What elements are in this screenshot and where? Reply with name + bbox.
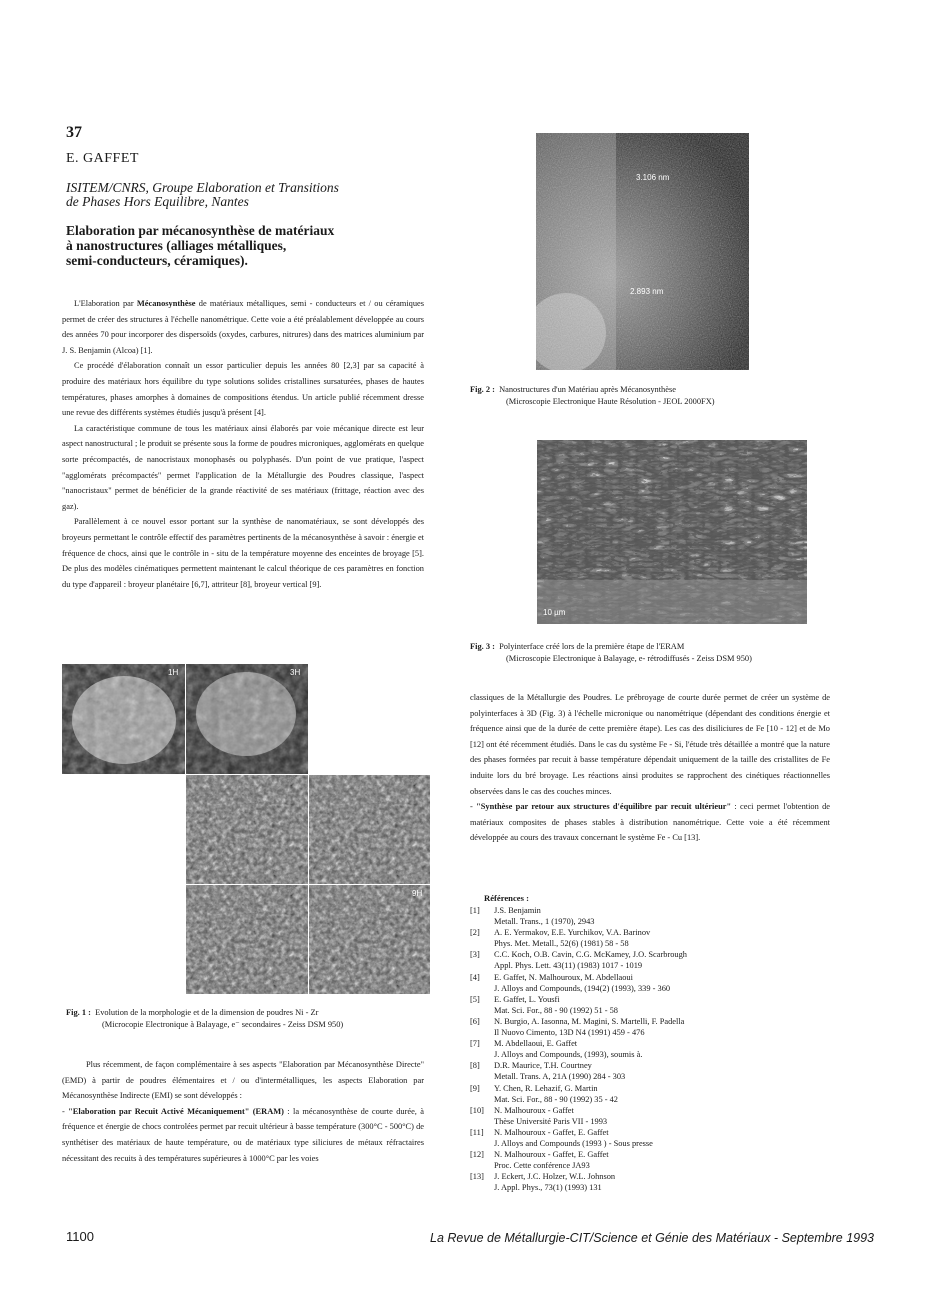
reference-line: Mat. Sci. For., 88 - 90 (1992) 51 - 58 — [494, 1005, 618, 1015]
paragraph: La caractéristique commune de tous les matériaux ainsi élaborés par voie mécanique directe est leur aspect nanostructural ; le produit se présente sous la forme de poudres microniques, agglomérats en quelque sorte précompactés, de nanocristaux monophasés ou polyphasés. D'un point de vue pratique, l'aspect "agglomérats précompactés" permet l'application de la Métallurgie des Poudres classique, l'aspect "nanocristaux" permet de bénéficier de la grande réactivité de ses matériaux (frittage, réaction avec des gaz). — [62, 423, 424, 511]
footer-page-number: 1100 — [66, 1229, 94, 1244]
fig2-label-b: 2.893 nm — [630, 287, 664, 296]
fig1-label-1h: 1H — [168, 668, 179, 677]
fig2-caption: Fig. 2 : Nanostructures d'un Matériau après Mécanosynthèse (Microscopie Electronique Haute Résolution - JEOL 2000FX) — [470, 385, 715, 406]
reference-number: [9] — [470, 1083, 480, 1093]
reference-number: [2] — [470, 928, 480, 938]
author: E. GAFFET — [66, 151, 139, 166]
body-column-left — [62, 296, 424, 592]
reference-line: Appl. Phys. Lett. 43(11) (1983) 1017 - 1019 — [494, 961, 643, 971]
article-title — [66, 223, 396, 268]
affiliation-line: ISITEM/CNRS, Groupe Elaboration et Transitions — [66, 180, 339, 195]
reference-line: Il Nuovo Cimento, 13D N4 (1991) 459 - 476 — [494, 1028, 645, 1038]
reference-body — [494, 1105, 607, 1127]
reference-body — [494, 1060, 625, 1082]
fig1-panel-1h — [62, 664, 185, 774]
reference-number: [11] — [470, 1127, 484, 1137]
reference-line: E. Gaffet, L. Yousfi — [494, 994, 560, 1004]
reference-line: D.R. Maurice, T.H. Courtney — [494, 1061, 592, 1071]
fig1-label-3h: 3H — [290, 668, 301, 677]
fig1-panel-c — [309, 775, 430, 884]
affiliation — [66, 181, 426, 209]
reference-item — [470, 1016, 840, 1038]
paragraph: classiques de la Métallurgie des Poudres. Le prébroyage de courte durée permet de créer un système de polyinterfaces à 3D (Fig. 3) à l'échelle micronique ou nanométrique (dépendant des conditions énergie et fréquence ainsi que de la durée de cette première étape). Les cas des disiliciures de Fe [10 - 12] et de Mo [12] ont été récemment étudiés. Dans le cas du système Fe - Si, l'étude très détaillée a montré que la nature des phases formées par recuit à basse température dépendait uniquement de la taille des cristallites de Fe induite lors du bré broyage. Les réactions ainsi produites se rapprochent des cinétiques réactionnelles observées dans le cas des couches minces. — [470, 693, 830, 796]
fig3-sem-image — [537, 440, 807, 624]
reference-item — [470, 1105, 840, 1127]
reference-item — [470, 972, 840, 994]
reference-body — [494, 1127, 653, 1149]
reference-line: J. Alloys and Compounds (1993 ) - Sous presse — [494, 1138, 653, 1148]
reference-number: [12] — [470, 1150, 484, 1160]
references-heading: Références : — [484, 893, 529, 903]
reference-item — [470, 1060, 840, 1082]
reference-item — [470, 1038, 840, 1060]
reference-body — [494, 994, 618, 1016]
reference-item — [470, 927, 840, 949]
fig3-sem-pattern — [537, 440, 807, 624]
fig1-panel-9h — [309, 885, 430, 994]
body-column-left-lower — [62, 1057, 424, 1166]
reference-line: J.S. Benjamin — [494, 906, 541, 915]
fig1-defs — [0, 0, 1, 1]
paragraph: Parallèlement à ce nouvel essor portant sur la synthèse de nanomatériaux, se sont développés des broyeurs permettant le contrôle effectif des paramètres pertinents de la mécanosynthèse à savoir : énergie et fréquence de chocs, ainsi que le contrôle in - situ de la température moyenne des enceintes de broyage [5]. De plus des modèles cinématiques permettent maintenant le calcul théorique de ces paramètres en fonction du type d'appareil : broyeur planétaire [6,7], attriteur [8], broyeur vertical [9]. — [62, 517, 424, 589]
reference-number: [5] — [470, 994, 480, 1004]
reference-body — [494, 905, 595, 927]
reference-line: N. Malhouroux - Gaffet, E. Gaffet — [494, 1150, 609, 1160]
reference-line: Phys. Met. Metall., 52(6) (1981) 58 - 58 — [494, 939, 629, 949]
reference-line: Thèse Université Paris VII - 1993 — [494, 1116, 608, 1126]
reference-item — [470, 905, 840, 927]
fig1-caption: Fig. 1 : Evolution de la morphologie et de la dimension de poudres Ni - Zr (Microcopie Electronique à Balayage, e⁻ secondaires - Zeiss DSM 950) — [66, 1008, 344, 1029]
reference-item — [470, 1083, 840, 1105]
fig1-tag: Fig. 1 : — [66, 1008, 91, 1017]
fig3-scale: 10 µm — [543, 608, 566, 617]
reference-line: M. Abdellaoui, E. Gaffet — [494, 1039, 578, 1049]
reference-number: [6] — [470, 1016, 480, 1026]
reference-body — [494, 1171, 615, 1193]
fig1-panel-c-texture — [309, 775, 430, 884]
reference-number: [3] — [470, 950, 480, 960]
fig1-panel-d — [186, 885, 308, 994]
fig1-panel-3h — [186, 664, 308, 774]
fig1-panel-b-texture — [186, 775, 308, 884]
reference-number: [13] — [470, 1172, 484, 1182]
paragraph: L'Elaboration par Mécanosynthèse de matériaux métalliques, semi - conducteurs et / ou céramiques permet de créer des structures à l'échelle nanométrique. Cette voie a été préalablement développée au cours des années 70 pour incorporer des dispersoïds (oxydes, carbures, nitrures) dans des matrices aluminium par J. S. Benjamin (Alcoa) [1]. — [62, 299, 425, 355]
affiliation-line: de Phases Hors Equilibre, Nantes — [66, 194, 249, 209]
reference-item — [470, 1149, 840, 1171]
fig2-tag: Fig. 2 : — [470, 385, 495, 394]
reference-line: E. Gaffet, N. Malhouroux, M. Abdellaoui — [494, 972, 633, 982]
reference-line: Proc. Cette conférence JA93 — [494, 1161, 590, 1171]
fig3-tag: Fig. 3 : — [470, 642, 495, 651]
reference-line: N. Burgio, A. Iasonna, M. Magini, S. Martelli, F. Padella — [494, 1016, 685, 1026]
footer-journal: La Revue de Métallurgie-CIT/Science et Génie des Matériaux - Septembre 1993 — [430, 1231, 874, 1245]
reference-body — [494, 1083, 618, 1105]
fig1-panel-3h-texture — [186, 664, 308, 774]
reference-body — [494, 1016, 684, 1038]
reference-line: Metall. Trans., 1 (1970), 2943 — [494, 917, 595, 927]
fig2-label-a: 3.106 nm — [636, 173, 670, 182]
references-list — [470, 905, 840, 1193]
reference-line: N. Malhouroux - Gaffet — [494, 1105, 574, 1115]
reference-number: [8] — [470, 1061, 480, 1071]
reference-line: J. Eckert, J.C. Holzer, W.L. Johnson — [494, 1172, 616, 1182]
reference-line: A. E. Yermakov, E.E. Yurchikov, V.A. Barinov — [494, 928, 651, 938]
fig1-panel-b — [186, 775, 308, 884]
reference-item — [470, 1127, 840, 1149]
title-line: à nanostructures (alliages métalliques, — [66, 238, 287, 253]
title-line: Elaboration par mécanosynthèse de matériaux — [66, 223, 335, 238]
fig1-panel-1h-texture — [62, 664, 185, 774]
title-line: semi-conducteurs, céramiques). — [66, 253, 248, 268]
fig1-panel-9h-texture — [309, 885, 430, 994]
fig2-tem-pattern — [536, 133, 749, 370]
reference-body — [494, 972, 670, 994]
reference-line: J. Appl. Phys., 73(1) (1993) 131 — [494, 1183, 602, 1193]
reference-body — [494, 1038, 642, 1060]
reference-body — [494, 949, 687, 971]
reference-body — [494, 927, 650, 949]
reference-body — [494, 1149, 609, 1171]
reference-line: J. Alloys and Compounds, (1993), soumis à. — [494, 1050, 643, 1060]
fig3-caption: Fig. 3 : Polyinterface créé lors de la première étape de l'ERAM (Microscopie Electronique à Balayage, e- rétrodiffusés - Zeiss DSM 950) — [470, 642, 752, 663]
fig1-label-9h: 9H — [412, 889, 423, 898]
fig1-panel-d-texture — [186, 885, 308, 994]
reference-line: Metall. Trans. A, 21A (1990) 284 - 303 — [494, 1072, 626, 1082]
paragraph: - "Elaboration par Recuit Activé Mécaniquement" (ERAM) : la mécanosynthèse de courte durée, à fréquence et énergie de chocs controlées permet par recuit ultérieur à basse température (300°C - 500°C) de synthétiser des matériaux de haute température, ou de matériaux type siliciures de métaux réfractaires nécessitant des recuits à des températures supérieures à 1000°C par les voies — [62, 1106, 424, 1163]
reference-line: Mat. Sci. For., 88 - 90 (1992) 35 - 42 — [494, 1094, 618, 1104]
reference-item — [470, 949, 840, 971]
paragraph: Plus récemment, de façon complémentaire à ses aspects "Elaboration par Mécanosynthèse Directe" (EMD) à partir de poudres élémentaires et / ou d'intermétalliques, les aspects Elaboration par Mécanosynthèse Indirecte (EMI) se sont développés : — [62, 1060, 424, 1101]
reference-line: Y. Chen, R. Lehazif, G. Martin — [494, 1083, 598, 1093]
reference-number: [4] — [470, 972, 480, 982]
reference-line: C.C. Koch, O.B. Cavin, C.G. McKamey, J.O. Scarbrough — [494, 950, 687, 960]
paragraph: Ce procédé d'élaboration connaît un essor particulier depuis les années 80 [2,3] par sa capacité à produire des matériaux hors équilibre du type solutions solides cristallines sursaturées, phases de hautes températures, phases amorphes à domaines de compositions étendus. Un article publié récemment dresse une revue des différents systèmes étudiés jusqu'à présent [4]. — [62, 361, 424, 418]
reference-item — [470, 994, 840, 1016]
body-column-right — [470, 690, 830, 846]
reference-number: [7] — [470, 1039, 480, 1049]
paragraph: - "Synthèse par retour aux structures d'équilibre par recuit ultérieur" : ceci permet l'obtention de matériaux composites de phases stables à distribution nanométrique. Cette voie a été récemment développée au cours des travaux concernant le système Fe - Cu [13]. — [470, 802, 830, 843]
reference-item — [470, 1171, 840, 1193]
reference-number: [10] — [470, 1105, 484, 1115]
reference-line: J. Alloys and Compounds, (194(2) (1993), 339 - 360 — [494, 983, 671, 993]
page-number: 37 — [66, 124, 82, 141]
fig2-tem-image — [536, 133, 749, 370]
reference-line: N. Malhouroux - Gaffet, E. Gaffet — [494, 1127, 609, 1137]
reference-number: [1] — [470, 906, 480, 915]
